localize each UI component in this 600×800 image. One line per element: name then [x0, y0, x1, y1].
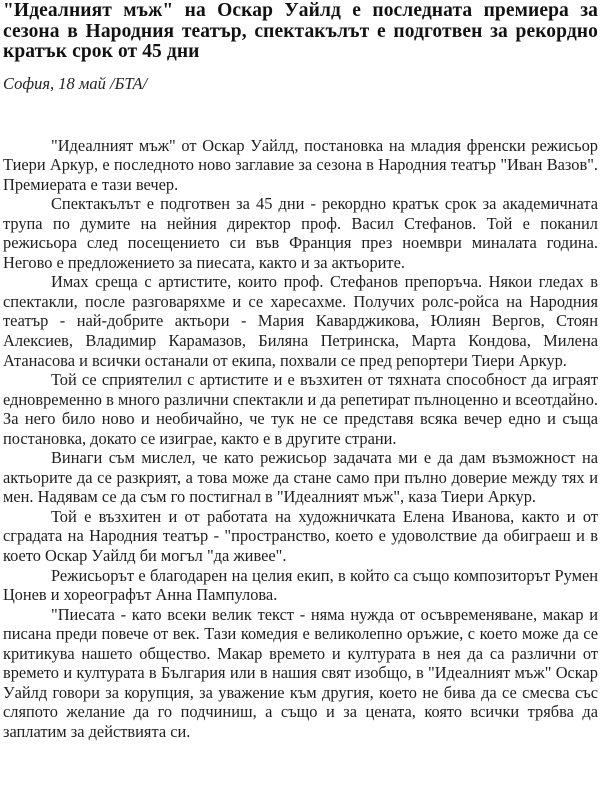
article-dateline: София, 18 май /БТА/: [3, 73, 148, 93]
article-title: "Идеалният мъж" на Оскар Уайлд е последната премиера за сезона в Народния театър, спектакълът е подготвен за рекордно кратък срок от 45 дни: [3, 0, 598, 62]
article-body: [3, 136, 598, 742]
paragraph: Винаги съм мислел, че като режисьор задачата ми е да дам възможност на актьорите да се разкрият, а това може да стане само при пълно доверие между тях и мен. Надявам се да съм го постигнал в "Идеалният мъж", каза Тиери Аркур.: [3, 448, 598, 507]
paragraph: Спектакълът е подготвен за 45 дни - рекордно кратък срок за академичната трупа по думите на нейния директор проф. Васил Стефанов. Той е поканил режисьора след посещението си във Франция през ноември миналата година. Негово е предложението за пиесата, както и за актьорите.: [3, 194, 598, 272]
paragraph: Той е възхитен и от работата на художничката Елена Иванова, както и от сградата на Народния театър - "пространство, което е удоволствие да обиграеш и в което Оскар Уайлд би могъл "да живее".: [3, 506, 598, 565]
paragraph: "Пиесата - като всеки велик текст - няма нужда от осъвременяване, макар и писана преди повече от век. Тази комедия е великолепно оръжие, с което може да се критикува нашето общество. Макар времето и културата в нея да са различни от времето и културата в България или в нашия свят изобщо, в "Идеалният мъж" Оскар Уайлд говори за корупция, за уважение към другия, което не бива да се смесва със сляпото желание да го подчиниш, а също и за цената, която всички трябва да заплатим за действията си.: [3, 604, 598, 741]
paragraph: Режисьорът е благодарен на целия екип, в който са също композиторът Румен Цонев и хореографът Анна Пампулова.: [3, 565, 598, 605]
paragraph: Имах среща с артистите, които проф. Стефанов препоръча. Някои гледах в спектакли, после разговаряхме и се харесахме. Получих ролс-ройса на Народния театър - най-добрите актьори - Мария Каварджикова, Юлиян Вергов, Стоян Алексиев, Владимир Карамазов, Биляна Петринска, Марта Кондова, Милена Атанасова и всички останали от екипа, похвали се пред репортери Тиери Аркур.: [3, 272, 598, 370]
paragraph: "Идеалният мъж" от Оскар Уайлд, постановка на младия френски режисьор Тиери Аркур, е последното ново заглавие за сезона в Народния театър "Иван Вазов". Премиерата е тази вечер.: [3, 135, 598, 194]
paragraph: Той се сприятелил с артистите и е възхитен от тяхната способност да играят едновременно в много различни спектакли и да репетират пълноценно и всеотдайно. За него било ново и необичайно, че тук не се представя всяка вечер едно и съща постановка, докато се изиграе, както е в другите страни.: [3, 370, 598, 448]
